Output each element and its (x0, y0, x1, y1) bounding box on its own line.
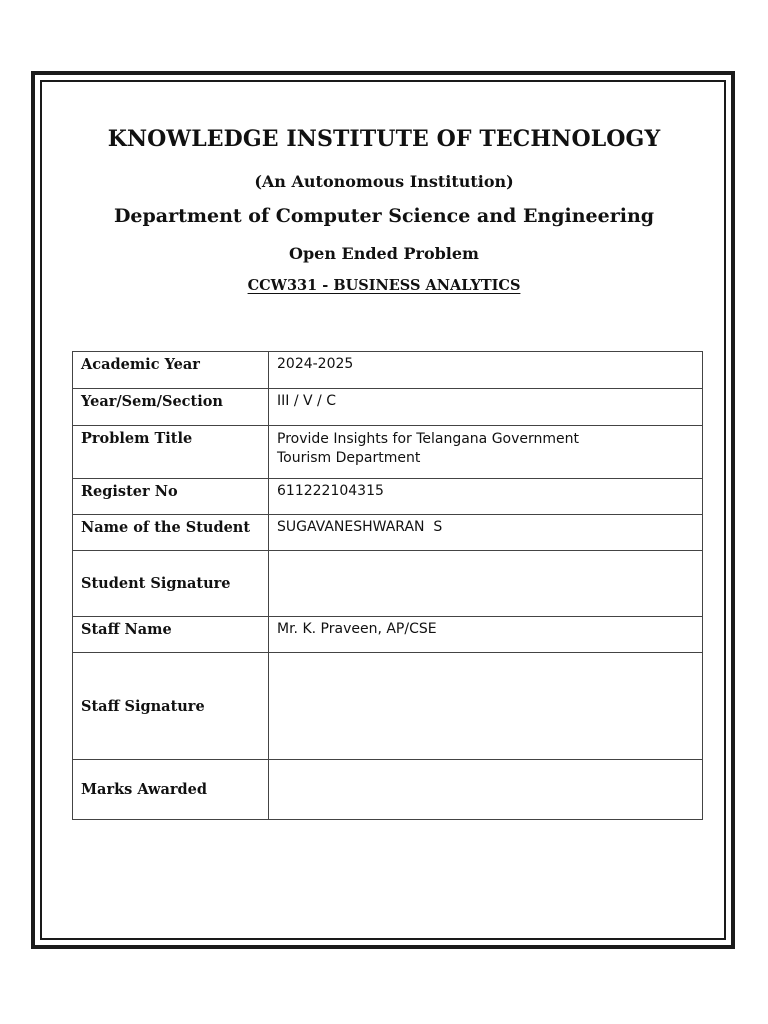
problem-title-label: Problem Title (73, 426, 269, 479)
table-row-marks-awarded (73, 760, 703, 820)
table-row-year-sem-section (73, 389, 703, 426)
department-title: Department of Computer Science and Engineering (113, 205, 655, 227)
table-row-academic-year (73, 352, 703, 389)
academic-year-label: Academic Year (73, 352, 269, 389)
problem-title-value-line1: Provide Insights for Telangana Government (277, 431, 580, 447)
table-row-staff-name (73, 617, 703, 653)
institute-title: KNOWLEDGE INSTITUTE OF TECHNOLOGY (107, 126, 661, 152)
staff-name-label: Staff Name (73, 617, 269, 653)
staff-name-value: Mr. K. Praveen, AP/CSE (269, 617, 703, 653)
student-name-value: SUGAVANESHWARAN S (269, 515, 703, 551)
student-name-label: Name of the Student (73, 515, 269, 551)
document-type-title: Open Ended Problem (289, 244, 479, 263)
problem-title-value (269, 426, 703, 479)
student-info-table (72, 351, 703, 820)
table-row-student-signature (73, 551, 703, 617)
staff-signature-field (269, 653, 703, 760)
student-signature-label: Student Signature (73, 551, 269, 617)
autonomous-subtitle: (An Autonomous Institution) (254, 172, 514, 191)
staff-signature-label: Staff Signature (73, 653, 269, 760)
register-no-value: 611222104315 (269, 479, 703, 515)
marks-awarded-label: Marks Awarded (73, 760, 269, 820)
student-signature-field (269, 551, 703, 617)
problem-title-value-line2: Tourism Department (277, 450, 421, 466)
course-title: CCW331 - BUSINESS ANALYTICS (247, 277, 521, 294)
year-sem-section-value: III / V / C (269, 389, 703, 426)
marks-awarded-field (269, 760, 703, 820)
table-row-register-no (73, 479, 703, 515)
year-sem-section-label: Year/Sem/Section (73, 389, 269, 426)
table-row-problem-title (73, 426, 703, 479)
register-no-label: Register No (73, 479, 269, 515)
table-row-student-name (73, 515, 703, 551)
academic-year-value: 2024-2025 (269, 352, 703, 389)
table-row-staff-signature (73, 653, 703, 760)
